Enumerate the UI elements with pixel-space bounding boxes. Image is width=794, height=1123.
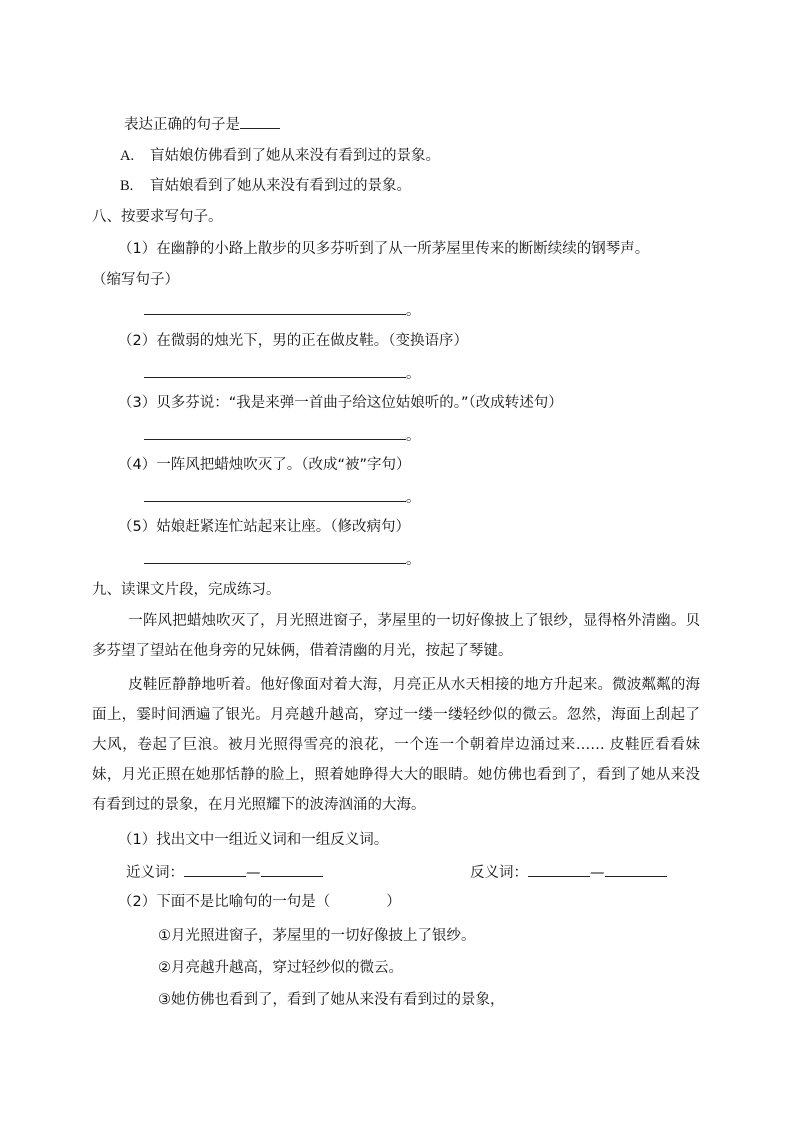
q9-sub1: （1）找出文中一组近义词和一组反义词。 xyxy=(118,832,389,848)
antonym-blank-1[interactable] xyxy=(528,862,590,877)
q7-prompt-line xyxy=(124,114,280,135)
antonym-label: 反义词： xyxy=(470,865,528,881)
q8-item1-note: （缩写句子） xyxy=(92,272,179,288)
sub2-text: （2）下面不是比喻句的一句是（ xyxy=(118,894,331,910)
answer-blank[interactable] xyxy=(144,425,406,440)
q9-choice-2: ②月亮越升越高，穿过轻纱似的微云。 xyxy=(158,960,403,976)
answer-blank[interactable] xyxy=(144,549,406,564)
q9-choice-1: ①月光照进窗子，茅屋里的一切好像披上了银纱。 xyxy=(158,928,476,944)
synonym-blank-2[interactable] xyxy=(261,862,323,877)
q9-choice-3: ③她仿佛也看到了，看到了她从来没有看到过的景象， xyxy=(158,992,505,1008)
q8-item2-answer[interactable] xyxy=(144,363,421,384)
q8-item5: （5）姑娘赶紧连忙站起来让座。（修改病句） xyxy=(118,519,410,535)
paragraph-2-text: 皮鞋匠静静地听着。他好像面对着大海，月亮正从水天相接的地方升起来。微波粼粼的海面上，霎时间洒遍了银光。月亮越升越高，穿过一缕一缕轻纱似的微云。忽然，海面上刮起了大风，卷起了巨浪。被月光照得雪亮的浪花，一个连一个朝着岸边涌过来…… 皮鞋匠看看妹妹，月光正照在她那恬静的脸上，照着她睁得大大的眼睛。她仿佛也看到了，看到了她从来没有看到过的景象，在月光照耀下的波涛汹涌的大海。 xyxy=(92,677,700,813)
q8-item1: （1）在幽静的小路上散步的贝多芬听到了从一所茅屋里传来的断断续续的钢琴声。 xyxy=(118,241,650,257)
option-a-text: 盲姑娘仿佛看到了她从来没有看到过的景象。 xyxy=(150,148,440,164)
q8-item5-answer[interactable] xyxy=(144,549,421,570)
synonym-blank-1[interactable] xyxy=(184,862,246,877)
sub2-close: ） xyxy=(386,894,401,910)
q8-item3: （3）贝多芬说：“我是来弹一首曲子给这位姑娘听的。”（改成转述句） xyxy=(118,395,563,411)
q8-item3-answer[interactable] xyxy=(144,425,421,446)
q7-option-b[interactable] xyxy=(120,176,411,196)
q9-passage-paragraph-2 xyxy=(92,670,700,820)
antonym-blank-2[interactable] xyxy=(605,862,667,877)
answer-blank[interactable] xyxy=(144,487,406,502)
q7-answer-blank[interactable] xyxy=(240,114,280,129)
q7-prompt: 表达正确的句子是 xyxy=(124,117,240,133)
end-mark: 。 xyxy=(406,552,421,568)
q9-heading: 九、读课文片段，完成练习。 xyxy=(92,582,281,598)
synonym-row xyxy=(126,862,323,883)
q9-passage-paragraph-1 xyxy=(92,606,700,666)
end-mark: 。 xyxy=(406,428,421,444)
option-b-text: 盲姑娘看到了她从来没有看到过的景象。 xyxy=(150,178,411,194)
answer-blank[interactable] xyxy=(144,300,406,315)
dash: — xyxy=(246,865,261,881)
paragraph-1-text: 一阵风把蜡烛吹灭了，月光照进窗子，茅屋里的一切好像披上了银纱，显得格外清幽。贝多芬望了望站在他身旁的兄妹俩，借着清幽的月光，按起了琴键。 xyxy=(92,613,700,659)
option-a-letter: A. xyxy=(120,148,135,164)
q7-option-a[interactable] xyxy=(120,146,440,166)
answer-blank[interactable] xyxy=(144,363,406,378)
antonym-row xyxy=(470,862,667,883)
dash: — xyxy=(590,865,605,881)
end-mark: 。 xyxy=(406,366,421,382)
option-b-letter: B. xyxy=(120,178,134,194)
end-mark: 。 xyxy=(406,303,421,319)
synonym-label: 近义词： xyxy=(126,865,184,881)
q8-item4: （4）一阵风把蜡烛吹灭了。（改成“被”字句） xyxy=(118,457,411,473)
q8-item2: （2）在微弱的烛光下，男的正在做皮鞋。（变换语序） xyxy=(118,333,468,349)
q9-sub2 xyxy=(118,892,401,912)
q8-item1-answer[interactable] xyxy=(144,300,421,321)
q8-heading: 八、按要求写句子。 xyxy=(92,209,223,225)
end-mark: 。 xyxy=(406,490,421,506)
q8-item4-answer[interactable] xyxy=(144,487,421,508)
